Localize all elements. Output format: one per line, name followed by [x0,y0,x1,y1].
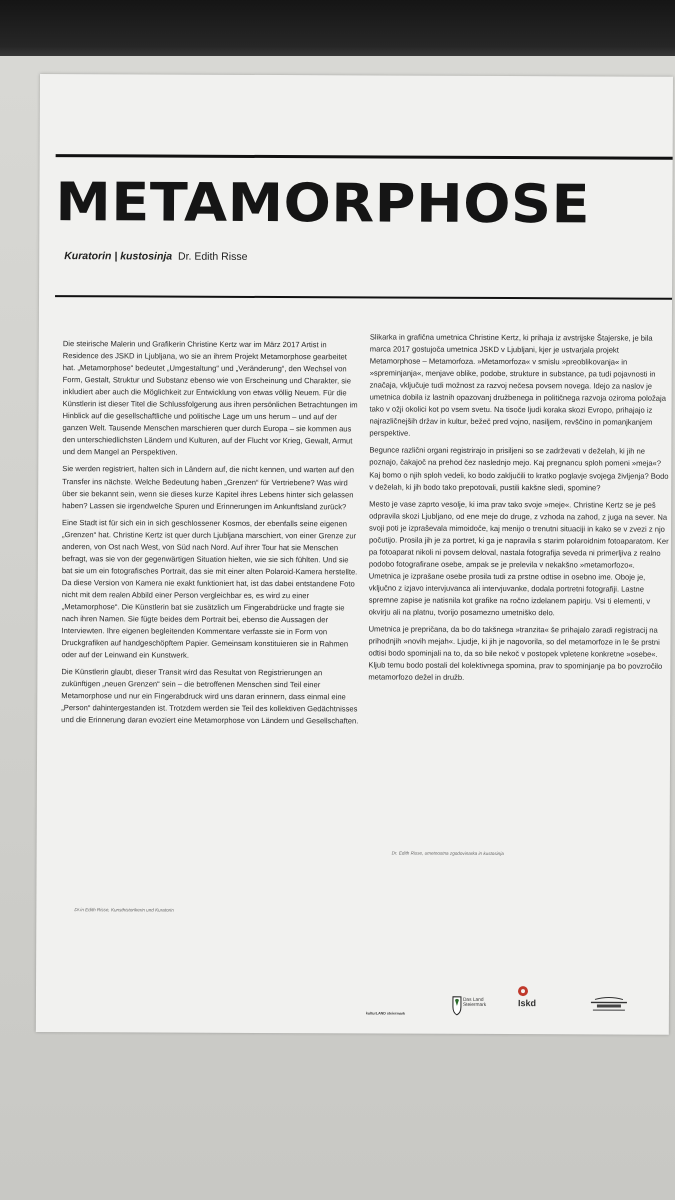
iskd-logo-text: Iskd [517,998,536,1009]
slovene-signature: Dr. Edith Risse, umetnostna zgodovinarka in kustosinja [391,850,504,857]
slovene-paragraph: Begunce različni organi registrirajo in prisiljeni so se zadrževati v deželah, ki jih ne poznajo, čakajoč na prehod čez naslednjo mejo. Kaj pregnancu sploh pomeni »meja«? Kaj bomo o njih sploh vedeli, ko bodo zaključili to kratko poglavje svojega življenja? Bodo v deželah, ki jih bodo tako prepotovali, pustili kakšne sledi, spomine? [369,445,669,493]
slovene-paragraph: Slikarka in grafična umetnica Christine Kertz, ki prihaja iz avstrijske Štajerske, je bila marca 2017 gostujoča umetnica JSKD v Ljubljani, kjer je ustvarjala projekt Metamorphose – Metamorfoza. »Metamorfoza« v smislu »preoblikovanja« in »spreminjanja«, menjave oblike, podobe, strukture in substance, pa tudi pojavnosti in značaja, vključuje tudi možnost za razvoj nečesa povsem novega. Idejo za naslov je umetnica dobila iz lastnih opazovanj družbenega in političnega razvoja oziroma položaja tako v ožji okolici kot po vsem svetu. Na tisoče ljudi koraka skozi Evropo, prihajajo iz najrazličnejših držav in kultur, bežeč pred vojno, nasiljem, revščino in pomanjkanjem perspektive. [369,332,666,438]
german-paragraph: Die steirische Malerin und Grafikerin Christine Kertz war im März 2017 Artist in Residence des JSKD in Ljubljana, wo sie an ihrem Projekt Metamorphose gearbeitet hat. „Metamorphose“ bedeutet „Umgestaltung“ und „Veränderung“, den Wechsel von Form, Gestalt, Struktur und Substanz ebenso wie von Erscheinung und Charakter, sie inkludiert aber auch die Möglichkeit zur Entwicklung von etwas völlig Neuem. Für die Künstlerin ist dieser Titel die Schlussfolgerung aus ihren persönlichen Betrachtungen im Hinblick auf die gesellschaftliche und politische Lage um uns herum – und auf der ganzen Welt. Tausende Menschen marschieren quer durch Europa – sie kommen aus den unterschiedlichsten Ländern und Kulturen, auf der Flucht vor Krieg, Gewalt, Armut und dem Mangel an Perspektiven. [62,339,358,458]
middle-rule [55,295,672,300]
ceiling-strip [0,0,675,58]
iskd-logo [516,984,556,1018]
top-rule [56,154,673,160]
ministry-emblem-icon [589,996,629,1014]
german-paragraph: Eine Stadt ist für sich ein in sich geschlossener Kosmos, der ebenfalls seine eigenen „Grenzen“ hat. Christine Kertz ist quer durch Ljubljana marschiert, von einer Grenze zur anderen, von Ost nach West, von Süd nach Nord. Auf ihrer Tour hat sie Menschen befragt, was sie von der gegenwärtigen Situation hielten, wie sie sich fühlten. Und sie bat sie um ein fotografisches Portrait, das sie mit einer alten Polaroid-Kamera herstellte. Da diese Version von Kamera nie exakt funktioniert hat, ist das dabei entstandene Foto nicht mit dem realen Abbild einer Person vergleichbar es, es wird zu einer „Metamorphose“. Die Künstlerin bat sie zusätzlich um Fingerabdrücke und fragte sie nach ihren Namen. Sie fügte beides dem Portrait bei, ebenso die Aussagen der Interviewten. Ihre eigenen begleitenden Kommentare verfasste sie in Form von Druckgrafiken auf handgeschöpftem Papier. Gemeinsam konstituieren sie in Rahmen oder auf der Leinwand ein Kunstwerk. [61,517,358,660]
iskd-mark-icon [516,984,530,998]
german-paragraph: Sie werden registriert, halten sich in Ländern auf, die nicht kennen, und warten auf den Transfer ins nächste. Welche Bedeutung haben „Grenzen“ für Vertriebene? Was wird über sie bekannt sein, wenn sie dieses kurze Kapitel ihres Lebens hinter sich gelassen haben? Lassen sie irgendwelche Spuren und Erinnerungen im Ankunftsland zurück? [62,464,354,511]
exhibition-poster [36,74,673,1035]
german-signature: Dr.in Edith Risse, Kunsthistorikerin und Kuratorin [74,907,174,913]
german-text-column [61,338,361,733]
land-steiermark-logo [451,994,491,1022]
slovene-paragraph: Umetnica je prepričana, da bo do takšnega »tranzita« še prihajalo zaradi registracij na prihodnjih »novih mejah«. Ljudje, ki jih je nagovorila, so del metamorfoze in le še prstni odtisi bodo spominjali na to, da so bile nekoč v postopek vpletene konkretne »osebe«. Kljub temu bodo postali del kolektivnega spomina, prav to spominjanje pa bo povzročilo metamorfozo dežel in družb. [368,624,663,683]
curator-role: Kuratorin | kustosinja [64,250,173,263]
curator-line [64,250,247,263]
german-paragraph: Die Künstlerin glaubt, dieser Transit wird das Resultat von Registrierungen an zukünftigen „neuen Grenzen“ sein – die betroffenen Menschen sind Teil einer Metamorphose und nur ein Fingerabdruck wird uns daran erinnern, dass einmal eine „Person“ dahintergestanden ist. Trotzdem werden sie Teil des kollektiven Gedächtnisses und die Erinnerung daran evoziert eine Metamorphose von Ländern und Gesellschaften. [61,667,359,726]
poster-title: METAMORPHOSE [55,172,591,236]
slovene-paragraph: Mesto je vase zaprto vesolje, ki ima prav tako svoje »meje«. Christine Kertz se je peš odpravila skozi Ljubljano, od ene meje do druge, z vzhoda na zahod, z juga na sever. Na svoji poti je izpraševala mimoidoče, kaj menijo o trenutni situaciji in kako se v zvezi z njo počutijo. Prosila jih je za portret, ki ga je napravila s starim polaroidnim fotoaparatom. Ker pa fotoaparat nikoli ni povsem deloval, nastala fotografija seveda ni primerljiva z realno podobo fotografirane osebe, ampak se je prelevila v nekakšno »metamorfozo«. Umetnica je izprašane osebe prosila tudi za prstne odtise in osebno ime. Oboje je, vključno z izjavo intervjuvanca ali intervjuvanke, dodala portretni fotografiji. Lastne spremne zapise je natisnila kot grafike na ročno izdelanem papirju. Vsi ti elementi, v okvirju ali na platnu, tvorijo posamezno umetniško delo. [368,499,669,618]
slovene-text-column [368,331,670,690]
land-steiermark-text: Das Land Steiermark [462,997,487,1008]
curator-name: Dr. Edith Risse [177,250,248,263]
ministry-logo [589,996,629,1014]
kulturland-logo: kulturLAND steiermark [365,1011,406,1016]
